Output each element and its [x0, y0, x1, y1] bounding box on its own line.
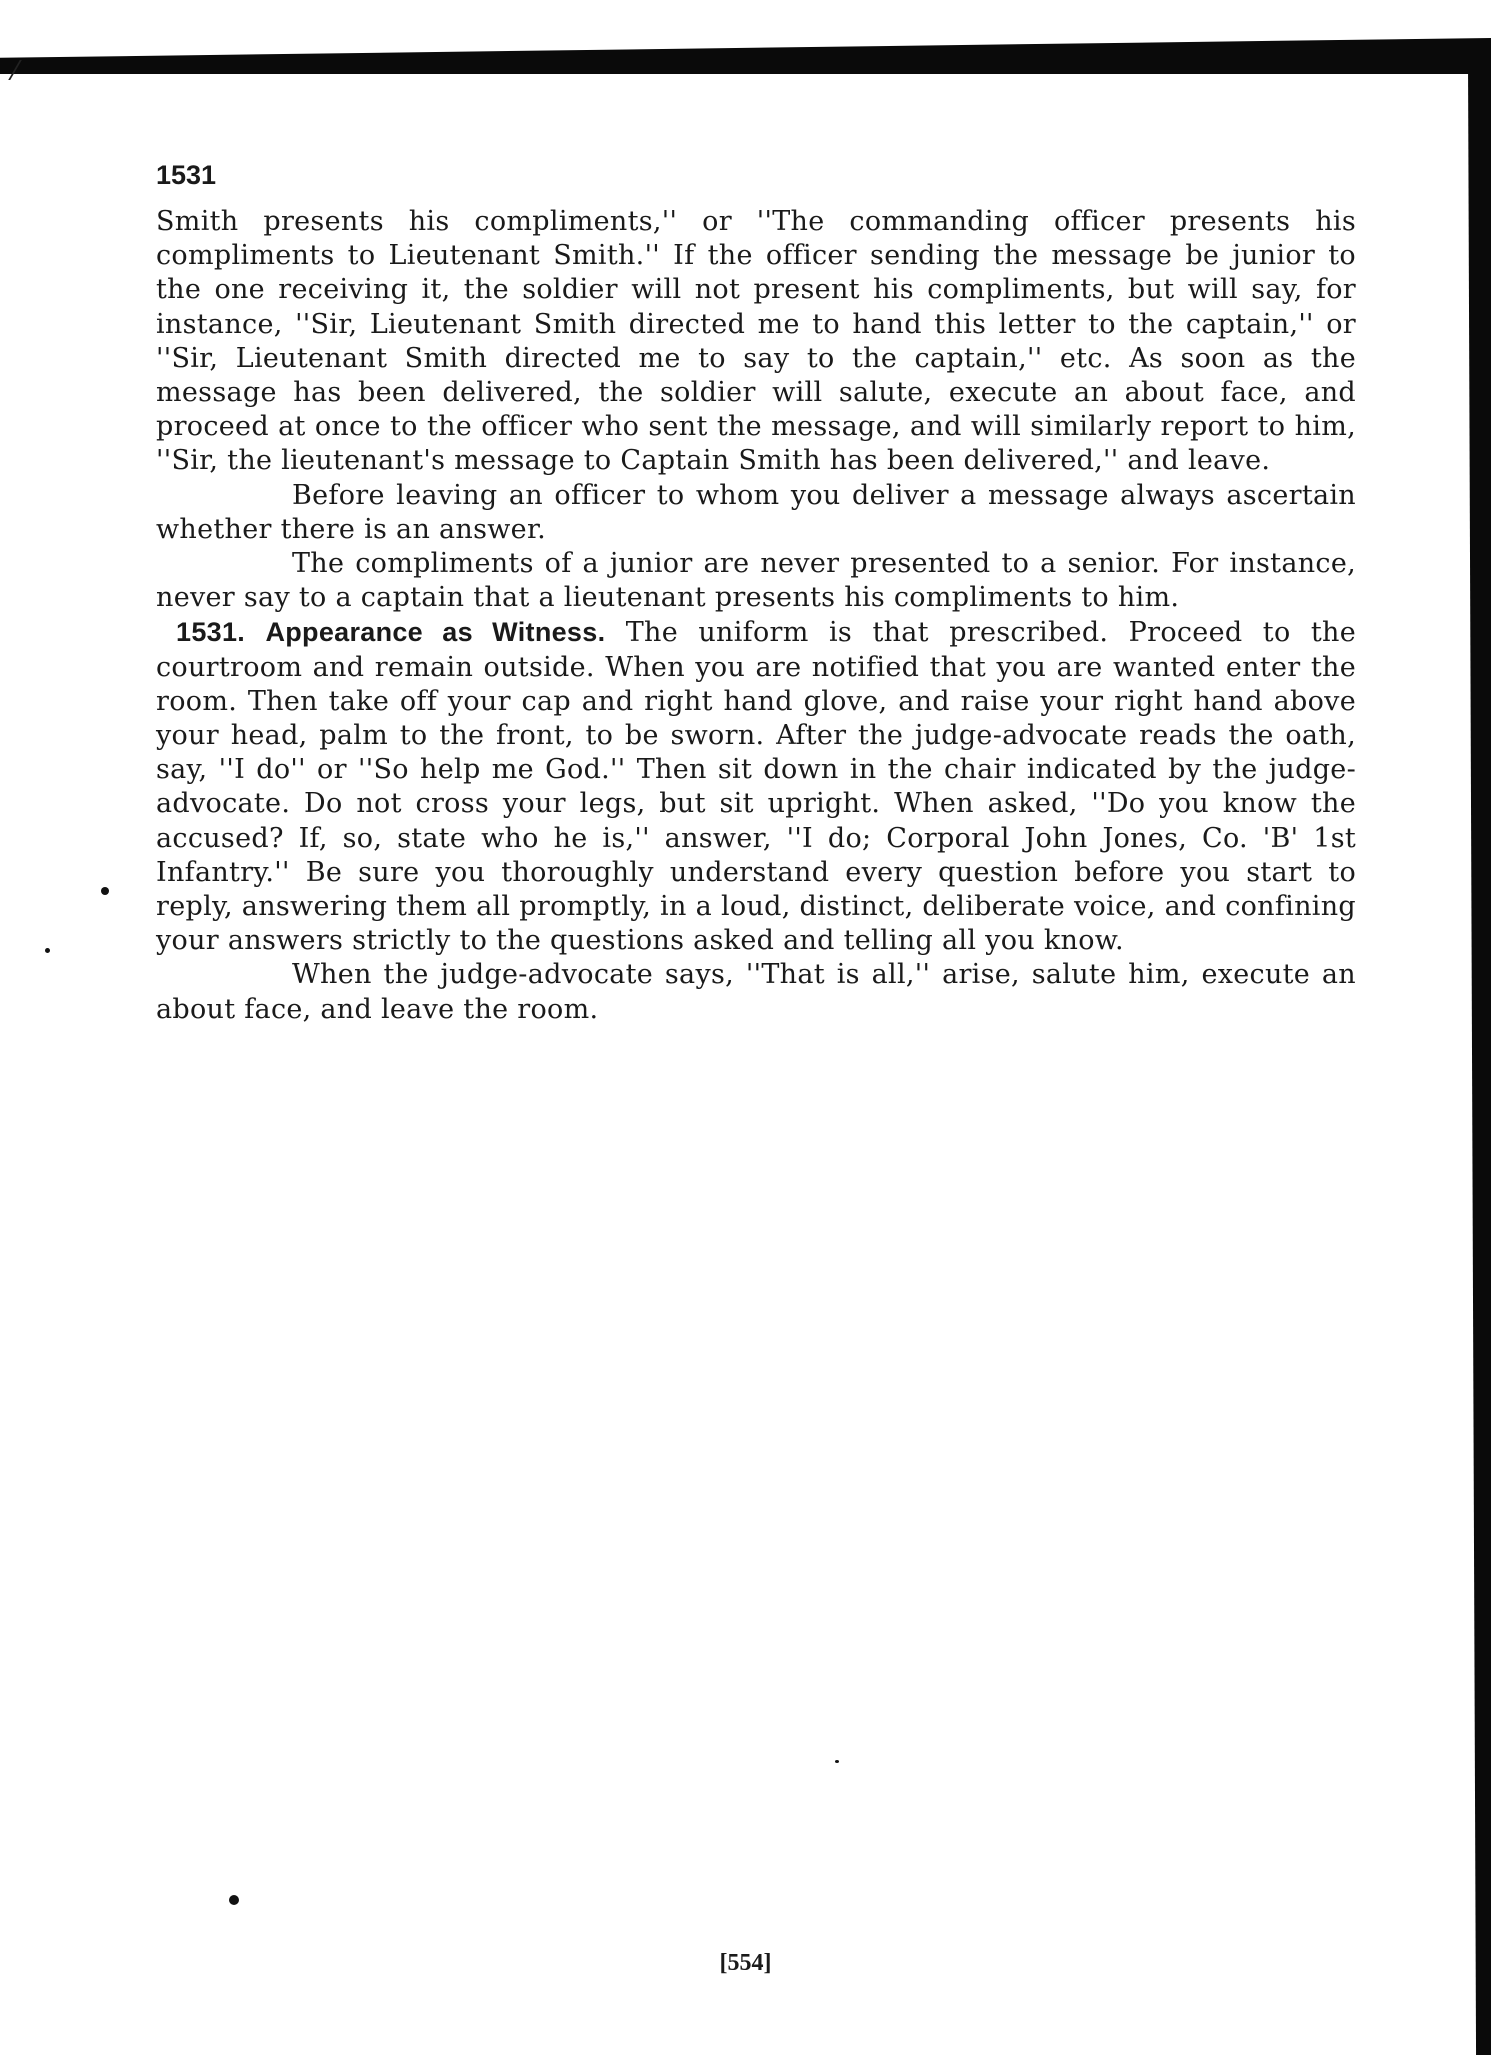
document-page — [156, 160, 1356, 1027]
scan-right-border — [1468, 60, 1491, 2055]
section-body: The uniform is that prescribed. Proceed to the courtroom and remain outside. When you are notified that you are wanted enter the room. Then take off your cap and right hand glove, and raise your right hand above your head, palm to the front, to be sworn. After the judge-advocate reads the oath, say, ''I do'' or ''So help me God.'' Then sit down in the chair indicated by the judge-advocate. Do not cross your legs, but sit upright. When asked, ''Do you know the accused? If, so, state who he is,'' answer, ''I do; Corporal John Jones, Co. 'B' 1st Infantry.'' Be sure you thoroughly understand every question before you start to reply, answering them all promptly, in a loud, distinct, deliberate voice, and confining your answers strictly to the questions asked and telling all you know. — [156, 617, 1356, 957]
scan-speck — [101, 887, 109, 895]
section-title: Appearance as Witness. — [265, 617, 606, 648]
section-witness — [156, 615, 1356, 958]
paragraph-closing: When the judge-advocate says, ''That is all,'' arise, salute him, execute an about face, and leave the room. — [156, 959, 1356, 1025]
paragraph-answer: Before leaving an officer to whom you deliver a message always ascertain whether there is an answer. — [156, 479, 1356, 545]
section-number: 1531. — [176, 617, 246, 648]
scan-speck — [45, 948, 50, 953]
scan-speck — [835, 1760, 839, 1763]
paragraph-compliments: The compliments of a junior are never presented to a senior. For instance, never say to a captain that a lieutenant presents his compliments to him. — [156, 548, 1356, 614]
scan-top-border — [0, 38, 1491, 74]
page-header-number: 1531 — [156, 160, 217, 190]
scan-speck — [229, 1895, 239, 1905]
paragraph-continued: Smith presents his compliments,'' or ''The commanding officer presents his compliments to Lieutenant Smith.'' If the officer sending the message be junior to the one receiving it, the soldier will not present his compliments, but will say, for instance, ''Sir, Lieutenant Smith directed me to hand this letter to the captain,'' or ''Sir, Lieutenant Smith directed me to say to the captain,'' etc. As soon as the message has been delivered, the soldier will salute, execute an about face, and proceed at once to the officer who sent the message, and will similarly report to him, ''Sir, the lieutenant's message to Captain Smith has been delivered,'' and leave. — [156, 206, 1356, 477]
page-footer-number: [554] — [719, 1950, 772, 1976]
